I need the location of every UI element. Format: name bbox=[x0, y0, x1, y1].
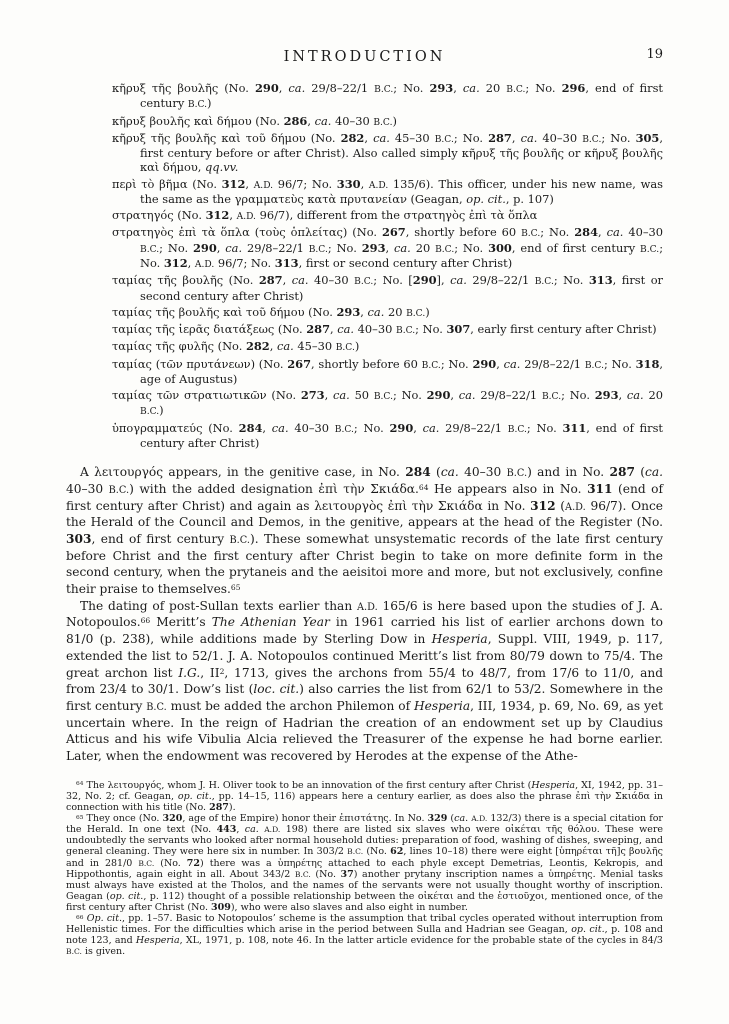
entry-item: ταμίας τῆς βουλῆς (No. 287, ca. 40–30 B.C.; No. [290], ca. 29/8–22/1 B.C.; No. 313, first or second century after Christ) bbox=[112, 273, 663, 303]
entry-item: ταμίας τῆς βουλῆς καὶ τοῦ δήμου (No. 293, ca. 20 B.C.) bbox=[112, 304, 430, 319]
footnote-item: $^{64}$ The λειτουργός, whom J. H. Oliver took to be an innovation of the first century after Christ (Hesperia, XI, 1942, pp. 31–32, No. 2; cf. Geagan, op. cit., pp. 14–15, 116) appears here a century earlier, as does also the phrase ἐπὶ τὴν Σκιάδα in connection with his title (No. 287). bbox=[66, 779, 663, 814]
entry-item: στρατηγός (No. 312, A.D. 96/7), different from the στρατηγὸς ἐπὶ τὰ ὅπλα bbox=[112, 207, 538, 222]
page-number: 19 bbox=[646, 47, 663, 62]
entry-item: ταμίας (τῶν πρυτάνεων) (No. 267, shortly before 60 B.C.; No. 290, ca. 29/8–22/1 B.C.; No. 318, age of Augustus) bbox=[112, 356, 663, 386]
footnote-item: $^{65}$ They once (No. 320, age of the Empire) honor their ἐπιστάτης. In No. 329 (ca. A.D. 132/3) there is a special citation for the Herald. In one text (No. 443, ca. A.D. 198) there are listed six slaves who were οἰκέται τῆς θόλου. These were undoubtedly the servants who looked after normal household duties: preparation of food, washing of dishes, sweeping, and general cleaning. They were here six in number. In 303/2 B.C. (No. 62, lines 10–18) there were eight [ὑπηρέται τῆ]ς βουλῆς and in 281/0 B.C. (No. 72) there was a ὑπηρέτης attached to each phyle except Demetrias, Leontis, Kekropis, and Hippothontis, again eight in all. About 343/2 B.C. (No. 37) another prytany inscription names a ὑπηρέτης. Menial tasks must always have existed at the Tholos, and the names of the servants were not usually thought worthy of inscription. Geagan (op. cit., p. 112) thought of a possible relationship between the οἰκέται and the ἑστιοῦχοι, mentioned once, of the first century after Christ (No. 309), who were also slaves and also eight in number. bbox=[66, 813, 663, 914]
entry-item: ταμίας τῆς ἱερᾶς διατάξεως (No. 287, ca. 40–30 B.C.; No. 307, early first century after Christ) bbox=[112, 322, 657, 336]
entry-item: ταμίας τῶν στρατιωτικῶν (No. 273, ca. 50 B.C.; No. 290, ca. 29/8–22/1 B.C.; No. 293, ca. 20 B.C.) bbox=[112, 388, 663, 418]
entry-item: ταμίας τῆς φυλῆς (No. 282, ca. 45–30 B.C.) bbox=[112, 339, 360, 354]
footnote-section bbox=[66, 780, 663, 958]
entry-item: στρατηγὸς ἐπὶ τὰ ὅπλα (τοὺς ὁπλείτας) (No. 267, shortly before 60 B.C.; No. 284, ca. 40–30 B.C.; No. 290, ca. 29/8–22/1 B.C.; No. 293, ca. 20 B.C.; No. 300, end of first century B.C.; No. 312, A.D. 96/7; No. 313, first or second century after Christ) bbox=[112, 225, 664, 270]
page-title: INTRODUCTION bbox=[283, 49, 446, 65]
footnote-item: $^{66}$ Op. cit., pp. 1–57. Basic to Notopoulos’ scheme is the assumption that tribal cycles operated without interruption from Hellenistic times. For the difficulties which arise in the period between Sulla and Hadrian see Geagan, op. cit., p. 108 and note 123, and Hesperia, XL, 1971, p. 108, note 46. In the latter article evidence for the probable state of the cycles in 84/3 B.C. is given. bbox=[66, 913, 663, 958]
office-entry-list bbox=[66, 81, 663, 450]
body-text bbox=[66, 464, 663, 765]
page-header bbox=[66, 46, 663, 66]
entry-item: κῆρυξ τῆς βουλῆς (No. 290, ca. 29/8–22/1 B.C.; No. 293, ca. 20 B.C.; No. 296, end of first century B.C.) bbox=[112, 81, 663, 111]
entry-item: περὶ τὸ βῆμα (No. 312, A.D. 96/7; No. 330, A.D. 135/6). This officer, under his new name, was the same as the γραμματεὺς κατὰ πρυτανείαν (Geagan, op. cit., p. 107) bbox=[112, 176, 663, 206]
paragraph: A λειτουργός appears, in the genitive case, in No. 284 (ca. 40–30 B.C.) and in No. 287 (ca. 40–30 B.C.) with the added designation ἐπὶ τὴν Σκιάδα.$^{64}$ He appears also in No. 311 (end of first century after Christ) and again as λειτουργὸς ἐπὶ τὴν Σκιάδα in No. 312 (A.D. 96/7). Once the Herald of the Council and Demos, in the genitive, appears at the head of the Register (No. 303, end of first century B.C.). These somewhat unsystematic records of the late first century before Christ and the first century after Christ begin to take on more definite form in the second century, when the prytaneis and the aeisitoi more and more, but not exclusively, confine their praise to themselves.$^{65}$ bbox=[66, 465, 664, 597]
entry-item: ὑπογραμματεύς (No. 284, ca. 40–30 B.C.; No. 290, ca. 29/8–22/1 B.C.; No. 311, end of first century after Christ) bbox=[112, 420, 663, 451]
paragraph: The dating of post-Sullan texts earlier than A.D. 165/6 is here based upon the studies of J. A. Notopoulos.$^{66}$ Meritt’s The Athenian Year in 1961 carried his list of earlier archons down to 81/0 (p. 238), while additions made by Sterling Dow in Hesperia, Suppl. VIII, 1949, p. 117, extended the list to 52/1. J. A. Notopoulos continued Meritt’s list from 80/79 down to 75/4. The great archon list I.G., $II^2$, 1713, gives the archons from 55/4 to 48/7, from 17/6 to 11/0, and from 23/4 to 30/1. Dow’s list (loc. cit.) also carries the list from 62/1 to 53/2. Somewhere in the first century B.C. must be added the archon Philemon of Hesperia, III, 1934, p. 69, No. 69, as yet uncertain where. In the reign of Hadrian the creation of an endowment set up by Claudius Atticus and his wife Vibulia Alcia relieved the Treasurer of the expense he had borne earlier. Later, when the endowment was recovered by Herodes at the expense of the Athe- bbox=[66, 598, 664, 764]
entry-item: κῆρυξ τῆς βουλῆς καὶ τοῦ δήμου (No. 282, ca. 45–30 B.C.; No. 287, ca. 40–30 B.C.; No. 305, first century before or after Christ). Also called simply κῆρυξ τῆς βουλῆς or κῆρυξ βουλῆς καὶ δήμου, qq.vv. bbox=[112, 130, 663, 175]
entry-item: κῆρυξ βουλῆς καὶ δήμου (No. 286, ca. 40–30 B.C.) bbox=[112, 113, 397, 128]
